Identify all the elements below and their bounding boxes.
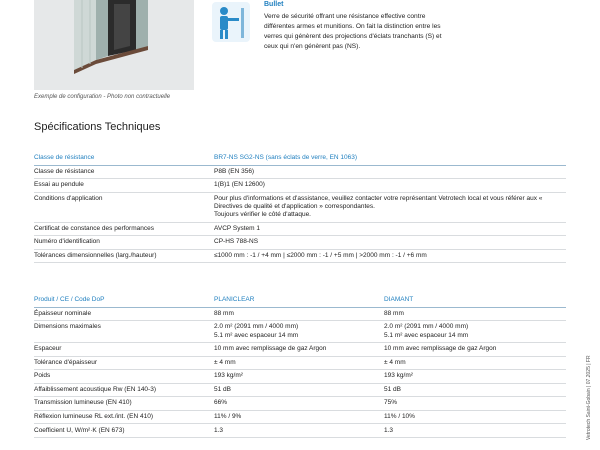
row-label: Conditions d'application (34, 192, 214, 222)
row-value: 193 kg/m² (384, 370, 566, 384)
row-value: 88 mm (214, 307, 384, 321)
row-value: 10 mm avec remplissage de gaz Argon (214, 342, 384, 356)
row-value: 193 kg/m² (214, 370, 384, 384)
row-value: 75% (384, 397, 566, 411)
row-value: ± 4 mm (214, 356, 384, 370)
row-label: Espaceur (34, 342, 214, 356)
header-cell-planiclear: PLANICLEAR (214, 294, 384, 307)
row-value: 51 dB (214, 383, 384, 397)
row-value: 1.3 (214, 424, 384, 438)
table-row (34, 410, 566, 424)
row-value: 2.0 m² (2091 mm / 4000 mm) 5.1 m² avec espaceur 14 mm (214, 321, 384, 343)
row-label: Numéro d'identification (34, 236, 214, 250)
row-value: 11% / 10% (384, 410, 566, 424)
table-row (34, 370, 566, 384)
table-row (34, 383, 566, 397)
bullet-title: Bullet (264, 1, 284, 8)
product-table (34, 294, 566, 438)
table-row (34, 249, 566, 263)
row-value: 88 mm (384, 307, 566, 321)
row-label: Affaiblissement acoustique Rw (EN 140-3) (34, 383, 214, 397)
table-row (34, 222, 566, 236)
header-cell-diamant: DIAMANT (384, 294, 566, 307)
glass-edge-illustration (34, 0, 194, 90)
row-value: 11% / 9% (214, 410, 384, 424)
conditions-note: Toujours vérifier le côté d'attaque. (214, 211, 311, 219)
row-value: CP-HS 788-NS (214, 236, 566, 250)
header-cell: BR7-NS SG2-NS (sans éclats de verre, EN 1063) (214, 152, 566, 165)
table-row (34, 321, 566, 343)
row-value: ≤1000 mm : -1 / +4 mm | ≤2000 mm : -1 / +5 mm | >2000 mm : -1 / +6 mm (214, 249, 566, 263)
table-row (34, 342, 566, 356)
row-label: Certificat de constance des performances (34, 222, 214, 236)
row-value: 2.0 m² (2091 mm / 4000 mm) 5.1 m² avec espaceur 14 mm (384, 321, 566, 343)
row-label: Tolérance d'épaisseur (34, 356, 214, 370)
product-table-header (34, 294, 566, 307)
table-row (34, 356, 566, 370)
glass-configuration-photo (34, 0, 194, 90)
row-label: Transmission lumineuse (EN 410) (34, 397, 214, 411)
row-label: Réflexion lumineuse RL ext./int. (EN 410) (34, 410, 214, 424)
row-value: 1(B)1 (EN 12600) (214, 179, 566, 193)
spec-table-header (34, 152, 566, 165)
row-label: Coefficient U, W/m²·K (EN 673) (34, 424, 214, 438)
table-row (34, 179, 566, 193)
row-label: Poids (34, 370, 214, 384)
table-row (34, 397, 566, 411)
header-cell: Classe de résistance (34, 152, 214, 165)
row-value: 51 dB (384, 383, 566, 397)
conditions-text: Pour plus d'informations et d'assistance, veuillez contacter votre représentant Vetrotech local et vous référer aux « Directives de qualité et d'application » correspondantes. (214, 194, 543, 211)
side-note: Vetrotech Saint-Gobain | 07.2025 | FR (586, 355, 592, 440)
table-row (34, 192, 566, 222)
row-value: ± 4 mm (384, 356, 566, 370)
row-value (214, 192, 566, 222)
row-label: Essai au pendule (34, 179, 214, 193)
photo-caption: Exemple de configuration - Photo non contractuelle (34, 94, 171, 100)
row-label: Tolérances dimensionnelles (larg./hauteur) (34, 249, 214, 263)
shooter-icon (212, 2, 250, 42)
table-row (34, 165, 566, 179)
table-row (34, 424, 566, 438)
row-label: Classe de résistance (34, 165, 214, 179)
table-row (34, 307, 566, 321)
row-value: 10 mm avec remplissage de gaz Argon (384, 342, 566, 356)
row-value: 1.3 (384, 424, 566, 438)
section-title: Spécifications Techniques (34, 121, 161, 133)
bullet-description: Verre de sécurité offrant une résistance effective contre différentes armes et munitions. On fait la distinction entre les verres qui génèrent des projections d'éclats tranchants (S) et ceux qui n'en génèrent pas (NS). (264, 13, 442, 50)
row-value: AVCP System 1 (214, 222, 566, 236)
spec-table (34, 152, 566, 263)
row-value: P8B (EN 356) (214, 165, 566, 179)
row-label: Dimensions maximales (34, 321, 214, 343)
row-label: Épaisseur nominale (34, 307, 214, 321)
row-value: 66% (214, 397, 384, 411)
header-cell: Produit / CE / Code DoP (34, 294, 214, 307)
table-row (34, 236, 566, 250)
